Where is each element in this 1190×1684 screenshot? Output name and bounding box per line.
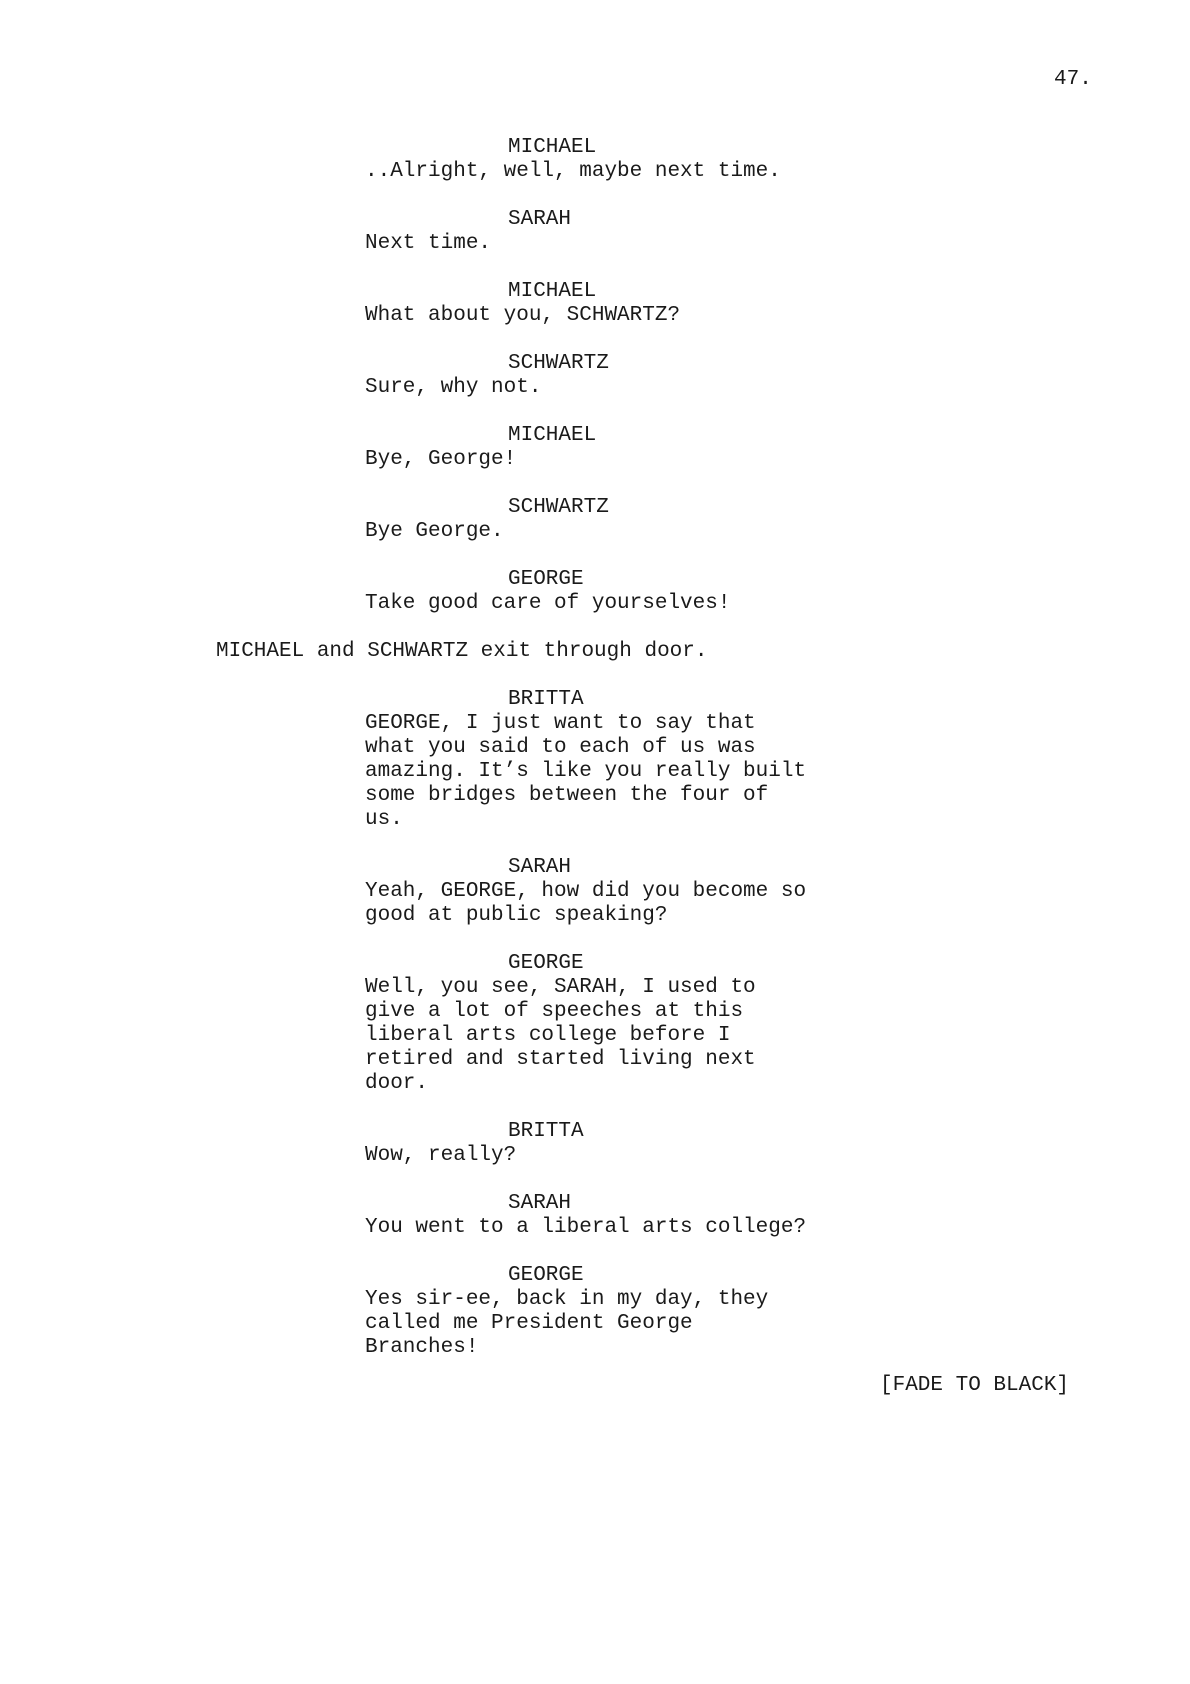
- dialogue-line: ..Alright, well, maybe next time.: [365, 160, 781, 183]
- dialogue-line: GEORGE, I just want to say that what you said to each of us was amazing. It’s like you really built some bridges between the four of us.: [365, 712, 807, 831]
- character-cue: SCHWARTZ: [508, 496, 609, 519]
- dialogue-block-george: [0, 568, 1190, 616]
- dialogue-line: Well, you see, SARAH, I used to give a lot of speeches at this liberal arts college before I retired and started living next door.: [365, 976, 756, 1095]
- character-cue: BRITTA: [508, 688, 584, 711]
- character-cue: SARAH: [508, 1192, 572, 1215]
- character-cue: GEORGE: [508, 568, 584, 591]
- dialogue-block-george: [0, 1264, 1190, 1360]
- dialogue-line: Next time.: [365, 232, 492, 255]
- character-cue: MICHAEL: [508, 280, 597, 303]
- dialogue-block-britta: [0, 688, 1190, 832]
- dialogue-line: Take good care of yourselves!: [365, 592, 731, 615]
- character-cue: GEORGE: [508, 952, 584, 975]
- dialogue-block-sarah: [0, 856, 1190, 928]
- dialogue-line: What about you, SCHWARTZ?: [365, 304, 681, 327]
- dialogue-block-michael: [0, 280, 1190, 328]
- dialogue-block-george: [0, 952, 1190, 1096]
- page-number: 47.: [1054, 68, 1092, 91]
- character-cue: SCHWARTZ: [508, 352, 609, 375]
- transition-fade-to-black: [FADE TO BLACK]: [880, 1374, 1070, 1397]
- dialogue-block-michael: [0, 424, 1190, 472]
- dialogue-line: Wow, really?: [365, 1144, 517, 1167]
- dialogue-block-sarah: [0, 208, 1190, 256]
- character-cue: SARAH: [508, 856, 572, 879]
- character-cue: BRITTA: [508, 1120, 584, 1143]
- character-cue: MICHAEL: [508, 424, 597, 447]
- dialogue-block-sarah: [0, 1192, 1190, 1240]
- dialogue-line: Bye, George!: [365, 448, 517, 471]
- dialogue-block-britta: [0, 1120, 1190, 1168]
- dialogue-block-michael: [0, 136, 1190, 184]
- action-line: MICHAEL and SCHWARTZ exit through door.: [216, 640, 708, 663]
- character-cue: MICHAEL: [508, 136, 597, 159]
- script-body: [0, 136, 1190, 1398]
- dialogue-line: Yes sir-ee, back in my day, they called me President George Branches!: [365, 1288, 769, 1359]
- character-cue: GEORGE: [508, 1264, 584, 1287]
- dialogue-block-schwartz: [0, 352, 1190, 400]
- dialogue-line: Yeah, GEORGE, how did you become so good at public speaking?: [365, 880, 807, 927]
- dialogue-line: You went to a liberal arts college?: [365, 1216, 807, 1239]
- dialogue-line: Sure, why not.: [365, 376, 542, 399]
- character-cue: SARAH: [508, 208, 572, 231]
- dialogue-block-schwartz: [0, 496, 1190, 544]
- action-block: [0, 640, 1190, 664]
- dialogue-line: Bye George.: [365, 520, 504, 543]
